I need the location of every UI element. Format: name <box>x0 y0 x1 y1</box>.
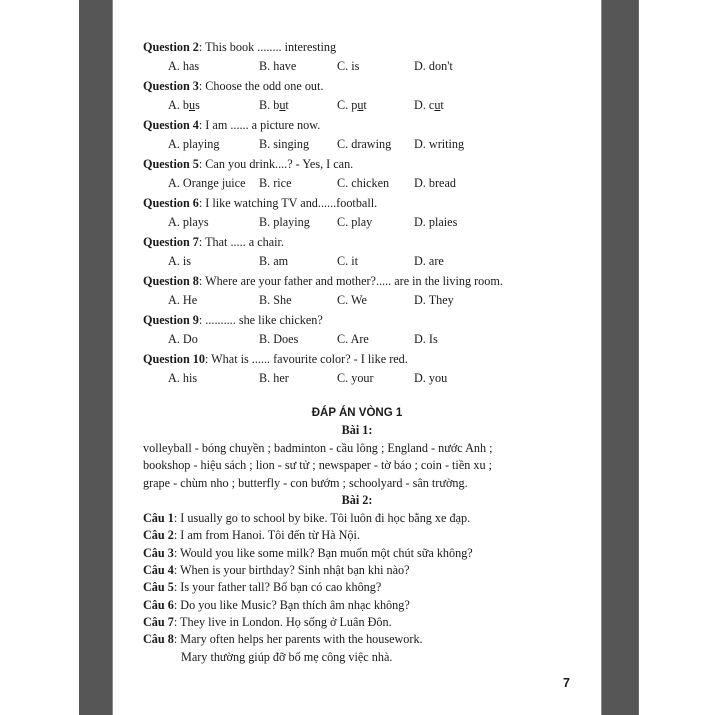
answer-option <box>168 215 209 230</box>
option-letter: B. <box>259 332 274 346</box>
answer-option <box>414 98 444 113</box>
bai2-item-label: Câu 3 <box>143 545 174 560</box>
document-page <box>113 0 601 715</box>
question-body: : Choose the odd one out. <box>198 79 324 93</box>
option-letter: B. <box>259 254 274 268</box>
option-post: t <box>440 98 444 112</box>
option-letter: A. <box>168 254 183 268</box>
answer-option <box>259 293 292 308</box>
question-label: Question 6 <box>143 196 199 210</box>
bai2-item-label: Câu 7 <box>143 614 174 629</box>
option-letter: B. <box>259 59 274 73</box>
answer-option <box>337 293 367 308</box>
option-letter: B. <box>259 98 274 112</box>
option-pre: He <box>182 293 198 307</box>
option-u: u <box>434 98 441 112</box>
bai2-item-label: Câu 2 <box>143 528 174 543</box>
answer-option <box>337 371 374 386</box>
option-pre: c <box>428 98 435 112</box>
option-pre: has <box>182 59 200 73</box>
bai2-item <box>143 563 410 578</box>
option-pre: your <box>351 371 374 385</box>
bai2-item-label: Câu 6 <box>143 597 174 612</box>
option-pre: Is <box>428 332 438 346</box>
option-letter: C. <box>337 98 352 112</box>
question-label: Question 7 <box>143 235 199 249</box>
option-pre: you <box>428 371 448 385</box>
question-body: : Can you drink....? - Yes, I can. <box>198 157 354 171</box>
question-body: : That ..... a chair. <box>198 235 284 249</box>
answer-option <box>414 215 457 230</box>
option-letter: A. <box>168 176 183 190</box>
option-pre: his <box>182 371 198 385</box>
option-letter: B. <box>259 137 274 151</box>
option-letter: D. <box>414 293 429 307</box>
answer-option <box>168 98 200 113</box>
answer-option <box>259 176 292 191</box>
option-letter: D. <box>414 176 429 190</box>
option-letter: C. <box>337 332 351 346</box>
question-text <box>143 274 503 289</box>
option-letter: A. <box>168 98 183 112</box>
answer-option <box>168 137 219 152</box>
bai2-item <box>143 546 473 561</box>
option-post: s <box>195 98 200 112</box>
option-pre: Orange juice <box>182 176 246 190</box>
answers-title: ĐÁP ÁN VÒNG 1 <box>311 407 403 419</box>
option-letter: D. <box>414 137 429 151</box>
bai2-item <box>143 528 360 543</box>
option-pre: playing <box>182 137 220 151</box>
option-letter: A. <box>168 59 183 73</box>
bai1-heading: Bài 1: <box>341 423 373 437</box>
option-letter: B. <box>259 371 274 385</box>
answer-option <box>168 176 246 191</box>
option-pre: They <box>428 293 454 307</box>
question-body: : Where are your father and mother?..... are in the living room. <box>198 274 503 288</box>
bai1-line: grape - chùm nho ; butterfly - con bướm ; schoolyard - sân trường. <box>143 476 468 490</box>
question-label: Question 8 <box>143 274 199 288</box>
answer-option <box>337 59 359 74</box>
bai2-item <box>143 580 381 595</box>
option-letter: C. <box>337 254 352 268</box>
option-pre: Are <box>350 332 369 346</box>
bai2-item-text: : When is your birthday? Sinh nhật bạn khi nào? <box>173 562 410 577</box>
answer-option <box>414 137 464 152</box>
option-u: u <box>189 98 196 112</box>
question-text <box>143 79 323 94</box>
option-post: t <box>285 98 289 112</box>
option-pre: chicken <box>351 176 390 190</box>
answer-option <box>414 332 438 347</box>
bai2-heading: Bài 2: <box>341 493 373 507</box>
bai2-item-label: Câu 5 <box>143 580 174 595</box>
answer-option <box>259 137 309 152</box>
bai2-item <box>143 632 423 647</box>
page-number: 7 <box>563 676 570 690</box>
bai1-line: volleyball - bóng chuyền ; badminton - cầu lông ; England - nước Anh ; <box>143 441 493 455</box>
answer-option <box>259 254 288 269</box>
bai2-item <box>143 615 392 630</box>
answer-option <box>259 215 310 230</box>
option-letter: D. <box>414 254 429 268</box>
option-letter: D. <box>414 371 429 385</box>
question-text <box>143 40 336 55</box>
question-label: Question 4 <box>143 118 199 132</box>
answer-option <box>337 254 358 269</box>
question-body: : What is ...... favourite color? - I like red. <box>204 352 408 366</box>
question-label: Question 9 <box>143 313 199 327</box>
answer-option <box>337 215 372 230</box>
option-letter: C. <box>337 371 352 385</box>
bai2-item-text: : They live in London. Họ sống ở Luân Đôn. <box>173 614 392 629</box>
option-pre: drawing <box>351 137 392 151</box>
answer-option <box>168 332 198 347</box>
bai2-item-text: : Is your father tall? Bố bạn có cao không? <box>173 580 382 595</box>
option-pre: singing <box>273 137 310 151</box>
option-letter: A. <box>168 215 183 229</box>
option-post: t <box>363 98 367 112</box>
option-pre: don't <box>428 59 453 73</box>
bai2-item-text: : Would you like some milk? Bạn muốn một chút sữa không? <box>173 545 473 560</box>
bai2-item-text: : I am from Hanoi. Tôi đến từ Hà Nội. <box>173 528 360 543</box>
answer-option <box>168 59 199 74</box>
option-pre: is <box>351 59 360 73</box>
option-pre: have <box>273 59 297 73</box>
answer-option <box>414 293 454 308</box>
answer-option <box>259 59 296 74</box>
bai2-item-label: Câu 4 <box>143 562 174 577</box>
option-pre: play <box>351 215 373 229</box>
bai1-line: bookshop - hiệu sách ; lion - sư tử ; newspaper - tờ báo ; coin - tiền xu ; <box>143 458 492 472</box>
answer-option <box>337 176 389 191</box>
answer-option <box>337 98 367 113</box>
option-pre: am <box>273 254 289 268</box>
option-pre: her <box>273 371 289 385</box>
answer-option <box>259 332 298 347</box>
option-pre: b <box>273 98 280 112</box>
option-pre: playing <box>273 215 310 229</box>
question-body: : I like watching TV and......football. <box>198 196 378 210</box>
right-border-band <box>601 0 639 715</box>
option-letter: D. <box>414 98 429 112</box>
question-text <box>143 157 353 172</box>
option-letter: A. <box>168 293 183 307</box>
bai2-continuation: Mary thường giúp đỡ bố mẹ công việc nhà. <box>181 650 393 664</box>
answer-option <box>414 59 453 74</box>
option-pre: b <box>182 98 189 112</box>
option-letter: D. <box>414 215 429 229</box>
bai2-item <box>143 511 470 526</box>
option-letter: A. <box>168 332 183 346</box>
bai2-item-text: : Mary often helps her parents with the housework. <box>173 632 423 647</box>
bai2-item-text: : I usually go to school by bike. Tôi luôn đi học bằng xe đạp. <box>173 511 471 525</box>
question-label: Question 5 <box>143 157 199 171</box>
question-text <box>143 118 320 133</box>
option-pre: She <box>273 293 292 307</box>
option-u: u <box>357 98 364 112</box>
bai2-item <box>143 598 410 613</box>
answer-option <box>168 254 191 269</box>
answer-option <box>414 176 456 191</box>
answer-option <box>337 332 369 347</box>
bai2-item-label: Câu 1 <box>143 511 174 525</box>
option-letter: B. <box>259 293 274 307</box>
option-pre: p <box>351 98 358 112</box>
option-pre: plaies <box>428 215 458 229</box>
question-body: : .......... she like chicken? <box>198 313 323 327</box>
option-letter: C. <box>337 176 352 190</box>
question-text <box>143 196 377 211</box>
option-letter: B. <box>259 176 274 190</box>
option-pre: are <box>428 254 444 268</box>
option-pre: We <box>351 293 367 307</box>
answer-option <box>414 254 444 269</box>
option-letter: C. <box>337 215 352 229</box>
bai2-item-text: : Do you like Music? Bạn thích âm nhạc không? <box>173 597 410 612</box>
question-body: : This book ........ interesting <box>198 40 337 54</box>
option-pre: writing <box>428 137 465 151</box>
option-pre: rice <box>273 176 292 190</box>
question-label: Question 10 <box>143 352 205 366</box>
option-letter: A. <box>168 371 183 385</box>
option-letter: B. <box>259 215 274 229</box>
option-letter: D. <box>414 332 429 346</box>
option-u: u <box>279 98 286 112</box>
option-pre: Does <box>273 332 299 346</box>
answer-option <box>337 137 391 152</box>
option-pre: Do <box>182 332 198 346</box>
answer-option <box>259 371 289 386</box>
option-letter: A. <box>168 137 183 151</box>
option-pre: it <box>351 254 359 268</box>
question-body: : I am ...... a picture now. <box>198 118 321 132</box>
option-letter: C. <box>337 293 352 307</box>
answer-option <box>259 98 289 113</box>
left-border-band <box>79 0 113 715</box>
bai2-item-label: Câu 8 <box>143 632 174 647</box>
option-pre: plays <box>182 215 209 229</box>
answer-option <box>168 293 197 308</box>
question-text <box>143 352 408 367</box>
option-pre: bread <box>428 176 456 190</box>
answer-option <box>168 371 197 386</box>
option-pre: is <box>182 254 192 268</box>
question-label: Question 3 <box>143 79 199 93</box>
option-letter: D. <box>414 59 429 73</box>
question-text <box>143 313 323 328</box>
answer-option <box>414 371 447 386</box>
question-label: Question 2 <box>143 40 199 54</box>
option-letter: C. <box>337 137 352 151</box>
question-text <box>143 235 284 250</box>
option-letter: C. <box>337 59 352 73</box>
